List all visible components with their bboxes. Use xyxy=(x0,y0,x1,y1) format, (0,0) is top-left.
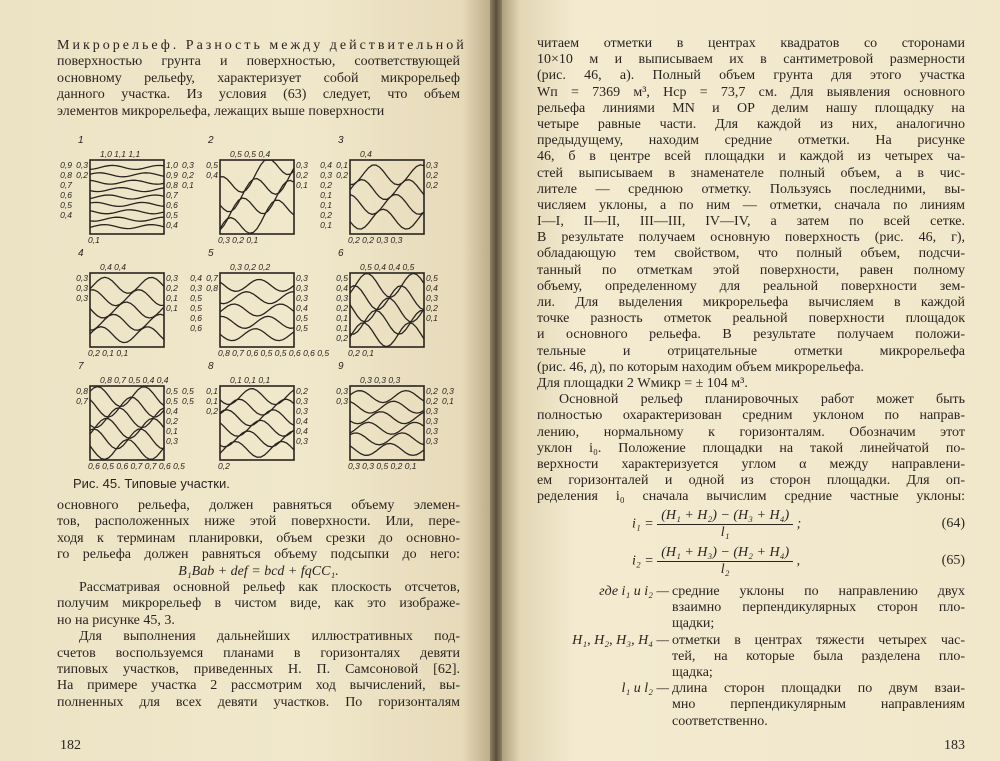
contour-line xyxy=(220,389,294,405)
panel-label-top: 1,0 1,1 1,1 xyxy=(100,149,141,159)
contour-panel-1 xyxy=(90,160,164,234)
text-line: рельефа линиями MN и OP делим нашу площадку на xyxy=(537,100,965,116)
definition-line xyxy=(537,600,965,616)
text-line: Для выполнения дальнейших иллюстративных под- xyxy=(79,629,460,645)
contour-panel-7 xyxy=(90,386,164,460)
text-line: читаем отметки в центрах квадратов со сторонами xyxy=(537,36,965,51)
contour-line xyxy=(220,410,294,426)
left-bottom-text xyxy=(57,498,460,711)
panel-label-right: 0,5 0,4 0,3 0,2 0,1 xyxy=(426,273,438,323)
text-line: типовых участков, приведенных Н. П. Самсоновой [62]. xyxy=(57,661,460,677)
text-line: точке разность отметок реальной поверхности площадок xyxy=(537,311,965,327)
contour-panel-4 xyxy=(90,273,164,347)
contour-line xyxy=(90,290,164,306)
definition-term: где i₁ и i₂ — xyxy=(599,584,669,599)
contour-line xyxy=(90,225,164,229)
panel-label-left: 0,4 0,3 0,2 0,1 0,1 0,2 0,1 0,1 0,2 xyxy=(320,160,348,230)
panel-label-top: 0,5 0,5 0,4 xyxy=(230,149,271,159)
contour-line xyxy=(220,399,294,415)
text-line: ли. Для выделения микрорельефа вычисляем в каждой xyxy=(537,295,965,310)
panel-label-right: 0,5 0,5 0,4 0,2 0,1 0,3 0,5 0,5 xyxy=(166,386,194,446)
contour-line xyxy=(220,280,294,292)
text-line: стей выписываем в знаменателе полный объем, а в чис- xyxy=(537,165,965,181)
equation-64 xyxy=(537,508,965,544)
panel-label-right: 0,2 0,2 0,3 0,3 0,3 0,3 0,3 0,1 xyxy=(426,386,454,446)
contour-panel-2 xyxy=(220,160,294,234)
text-line: и основного рельефа. В результате получаем положи- xyxy=(537,327,965,343)
text-line: (рис. 46, а). Полный объем грунта для этого участка xyxy=(537,68,965,84)
definition-line xyxy=(537,681,965,697)
panel-label-n: 8 xyxy=(208,361,214,372)
text-line: танный по отметкам этой поверхности, равен полному xyxy=(537,262,965,278)
panel-label-top: 0,1 0,1 0,1 xyxy=(230,375,271,385)
panel-label-top: 0,4 xyxy=(360,149,372,159)
panel-label-right: 0,2 0,3 0,3 0,4 0,4 0,3 xyxy=(296,386,308,446)
definition-line xyxy=(537,584,965,600)
panel-label-n: 2 xyxy=(208,135,214,146)
panel-label-left: 0,5 0,4 xyxy=(206,160,218,180)
panel-label-top: 0,8 0,7 0,5 0,4 0,4 xyxy=(100,375,169,385)
text-line: 46, б в центре всей площадки и каждой из четырех ча- xyxy=(537,149,965,165)
eq65-number: (65) xyxy=(941,553,965,568)
panel-label-right: 0,3 0,2 0,1 0,1 xyxy=(166,273,178,313)
panel-label-top: 0,3 0,3 0,3 xyxy=(360,375,401,385)
contour-line xyxy=(90,195,164,199)
panel-label-left: 0,8 0,7 xyxy=(76,386,88,406)
definition-line xyxy=(537,714,965,730)
text-line: (рис. 46, д), по которым находим объем микрорельефа. xyxy=(537,359,864,375)
contour-line xyxy=(350,401,424,413)
panel-label-left: 0,3 0,3 0,3 xyxy=(76,273,88,303)
contour-line xyxy=(90,188,164,192)
eq64-lhs: i₁ = xyxy=(632,516,654,532)
panel-label-top: 0,4 0,4 xyxy=(100,262,126,272)
panel-label-left: 0,1 0,1 0,2 xyxy=(206,386,218,416)
text-line: уклон i₀. Положение площадки на такой линейчатой по- xyxy=(537,440,965,456)
text-line: ходя к терминам планировки, объем срезки до основно- xyxy=(57,530,460,546)
panel-label-bottom: 0,2 0,2 0,3 0,3 xyxy=(348,235,403,245)
panel-label-top: 0,3 0,2 0,2 xyxy=(230,262,271,272)
definition-text: тей, на которые была разделена пло- xyxy=(672,648,965,664)
right-text xyxy=(537,36,965,505)
contour-panel-8 xyxy=(220,386,294,460)
text-line: полностью охарактеризован средним уклоном по направ- xyxy=(537,408,965,424)
contour-line xyxy=(90,173,164,177)
definition-text: щадка; xyxy=(672,664,713,680)
figure-caption: Рис. 45. Типовые участки. xyxy=(73,476,230,491)
panel-label-n: 7 xyxy=(78,361,84,372)
contour-line xyxy=(90,277,164,293)
panel-label-right: 1,0 0,9 0,8 0,7 0,6 0,5 0,4 0,3 0,2 0,1 xyxy=(166,160,194,230)
panel-label-bottom: 0,2 0,1 xyxy=(348,348,374,358)
text-line: Микрорельеф. Разность между действительной xyxy=(57,38,467,53)
definition-text: отметки в центрах тяжести четырех час- xyxy=(672,632,965,648)
page-number-left: 182 xyxy=(60,738,81,753)
text-line: полненных для всех девяти участков. По горизонталям xyxy=(57,694,460,710)
text-line: лителе — среднюю отметку. Пользуясь последними, вы- xyxy=(537,181,965,197)
text-line: В результате получаем основную поверхность (рис. 46, г), xyxy=(537,230,965,246)
panel-label-bottom: 0,1 xyxy=(88,235,100,245)
text-line: Рассматривая основной рельеф как плоскость отсчетов, xyxy=(79,579,460,595)
panel-frame xyxy=(90,273,164,347)
eq65-lhs: i₂ = xyxy=(632,553,654,569)
text-line: B₁Bab + def = bcd + fqCC₁. xyxy=(178,563,339,579)
contour-line xyxy=(350,391,424,403)
contour-line xyxy=(220,316,294,328)
definition-line xyxy=(537,616,965,632)
text-line: данного участка. Из условия (63) следует, что объем xyxy=(57,87,460,103)
text-line: Основной рельеф планировочных работ может быть xyxy=(559,392,965,408)
definition-line xyxy=(537,649,965,665)
text-line: лению, нормальному к горизонталям. Обозначим этот xyxy=(537,424,965,440)
text-line: ределения i₀ сначала вычислим средние частные уклоны: xyxy=(537,489,965,505)
text-line: четыре равные части. Для каждой из них, аналогично xyxy=(537,116,965,132)
panel-label-n: 9 xyxy=(338,361,344,372)
panel-label-bottom: 0,2 0,1 0,1 xyxy=(88,348,129,358)
definition-text: щадки; xyxy=(672,616,715,632)
eq64-number: (64) xyxy=(941,516,965,531)
text-line: но на рисунке 45, 3. xyxy=(57,612,175,628)
contour-line xyxy=(220,200,294,233)
eq64-numerator: (H₁ + H₂) − (H₃ + H₄) xyxy=(657,508,793,525)
panel-label-left: 0,9 0,8 0,7 0,6 0,5 0,4 0,3 0,2 xyxy=(60,160,88,220)
contour-panel-3 xyxy=(350,160,424,234)
panel-frame xyxy=(90,160,164,234)
contour-line xyxy=(90,440,164,460)
contour-line xyxy=(90,165,164,169)
contour-line xyxy=(220,292,294,304)
contour-line xyxy=(220,168,294,212)
panel-label-bottom: 0,3 0,2 0,1 xyxy=(218,235,259,245)
text-line: Для площадки 2 Wмикр = ± 104 м³. xyxy=(537,375,748,391)
panel-frame xyxy=(90,386,164,460)
contour-line xyxy=(90,387,164,407)
text-line: основному рельефу, характеризует собой микрорельеф xyxy=(57,70,460,86)
text-line: основного рельефа, должен равняться объему элемен- xyxy=(57,498,460,513)
contour-line xyxy=(350,444,424,456)
definition-line xyxy=(537,697,965,713)
text-line: го рельефа должен равняться объему подсыпки до него: xyxy=(57,547,460,563)
contour-line xyxy=(350,273,424,297)
contour-line xyxy=(90,180,164,184)
panel-label-left: 0,3 0,3 xyxy=(336,386,348,406)
panel-label-bottom: 0,6 0,5 0,6 0,7 0,7 0,6 0,5 xyxy=(88,461,185,471)
text-line: На примере участка 2 рассмотрим ход вычислений, вы- xyxy=(57,678,460,694)
contour-panel-5 xyxy=(220,273,294,347)
text-line: тельные и отрицательные отметки микрорельефа xyxy=(537,343,965,359)
contour-line xyxy=(350,422,424,434)
text-line: счетов воспользуемся планами в горизонталях девяти xyxy=(57,645,460,661)
definitions xyxy=(537,584,965,730)
panel-label-n: 1 xyxy=(78,135,84,146)
contour-panel-9 xyxy=(350,386,424,460)
text-line: верхности характеризуется углом α между направлени- xyxy=(537,456,965,472)
text-line: тов, расположенных ниже этой поверхности. Или, пере- xyxy=(57,514,460,530)
definition-text: средние уклоны по направлению двух xyxy=(672,584,965,599)
text-line: ем горизонталей и одной из сторон площадки. Для оп- xyxy=(537,473,965,489)
contour-line xyxy=(90,302,164,318)
panel-label-bottom: 0,8 0,7 0,6 0,5 0,5 0,6 0,6 0,5 xyxy=(218,348,330,358)
eq65-denominator: l₂ xyxy=(720,562,730,577)
panel-label-n: 3 xyxy=(338,135,344,146)
definition-term: l₁ и l₂ — xyxy=(621,681,669,697)
panel-label-n: 6 xyxy=(338,248,344,259)
definition-text: соответственно. xyxy=(672,713,768,729)
text-line: обладающую тем свойством, что полный объем, подсчи- xyxy=(537,246,965,262)
contour-line xyxy=(350,433,424,445)
figure-45 xyxy=(50,130,470,479)
contour-line xyxy=(350,195,424,215)
text-line: объему, определенному для реальной поверхности зем- xyxy=(537,278,965,294)
text-line: Wп = 7369 м³, Hср = 73,7 см. Для выявления основного xyxy=(537,84,965,100)
panel-frame xyxy=(350,273,424,347)
eq65-numerator: (H₁ + H₃) − (H₂ + H₄) xyxy=(657,545,793,562)
definition-text: длина сторон площадки по двум взаи- xyxy=(672,681,965,697)
panel-label-right: 0,3 0,3 0,3 0,4 0,5 0,5 xyxy=(296,273,308,333)
definition-term: H₁, H₂, H₃, H₄ — xyxy=(572,632,669,648)
page-number-right: 183 xyxy=(944,738,965,753)
contour-panel-6 xyxy=(350,273,424,347)
eq65-punct: , xyxy=(796,553,801,569)
panel-label-bottom: 0,3 0,3 0,5 0,2 0,1 xyxy=(348,461,417,471)
left-top-text xyxy=(57,38,467,120)
contour-line xyxy=(90,210,164,214)
panel-label-left: 0,4 0,3 0,5 0,5 0,6 0,6 0,7 0,8 xyxy=(190,273,218,333)
contour-line xyxy=(220,329,294,341)
text-line: предыдущему, находим средние отметки. На рисунке xyxy=(537,133,965,149)
contour-line xyxy=(90,217,164,221)
panel-label-right: 0,3 0,2 0,2 xyxy=(426,160,438,190)
text-line: 10×10 м и выписываем их в сантиметровой размерности xyxy=(537,52,965,68)
definition-line xyxy=(537,633,965,649)
panel-label-bottom: 0,2 xyxy=(218,461,230,471)
definition-line xyxy=(537,665,965,681)
definition-text: взаимно перпендикулярных сторон пло- xyxy=(672,600,965,616)
book-gutter xyxy=(490,0,502,761)
panel-label-n: 4 xyxy=(78,248,84,259)
text-line: поверхностью грунта и поверхностью, соответствующей xyxy=(57,54,460,70)
typical-plots-contour-maps xyxy=(50,130,470,475)
panel-label-left: 0,5 0,4 0,3 0,2 0,1 0,1 0,2 xyxy=(336,273,348,343)
text-line: числяем уклоны, а по ним — отметки, сначала по линиям xyxy=(537,197,965,213)
equation-65 xyxy=(537,545,965,581)
text-line: I—I, II—II, III—III, IV—IV, а затем по всей сетке. xyxy=(537,214,965,230)
contour-line xyxy=(220,304,294,316)
contour-line xyxy=(350,209,424,229)
panel-frame xyxy=(220,273,294,347)
text-line: элементов микрорельефа, лежащих выше поверхности xyxy=(57,103,385,119)
contour-line xyxy=(350,180,424,200)
definition-text: мно перпендикулярным направлениям xyxy=(672,697,965,713)
panel-label-right: 0,3 0,2 0,1 xyxy=(296,160,308,190)
contour-line xyxy=(90,418,164,438)
text-line: получим микрорельеф в чистом виде, как это изображе- xyxy=(57,596,460,612)
contour-line xyxy=(90,327,164,343)
eq64-denominator: l₁ xyxy=(720,525,730,540)
eq64-punct: ; xyxy=(796,516,802,532)
panel-label-top: 0,5 0,4 0,4 0,5 xyxy=(360,262,415,272)
panel-label-n: 5 xyxy=(208,248,214,259)
contour-line xyxy=(90,202,164,206)
